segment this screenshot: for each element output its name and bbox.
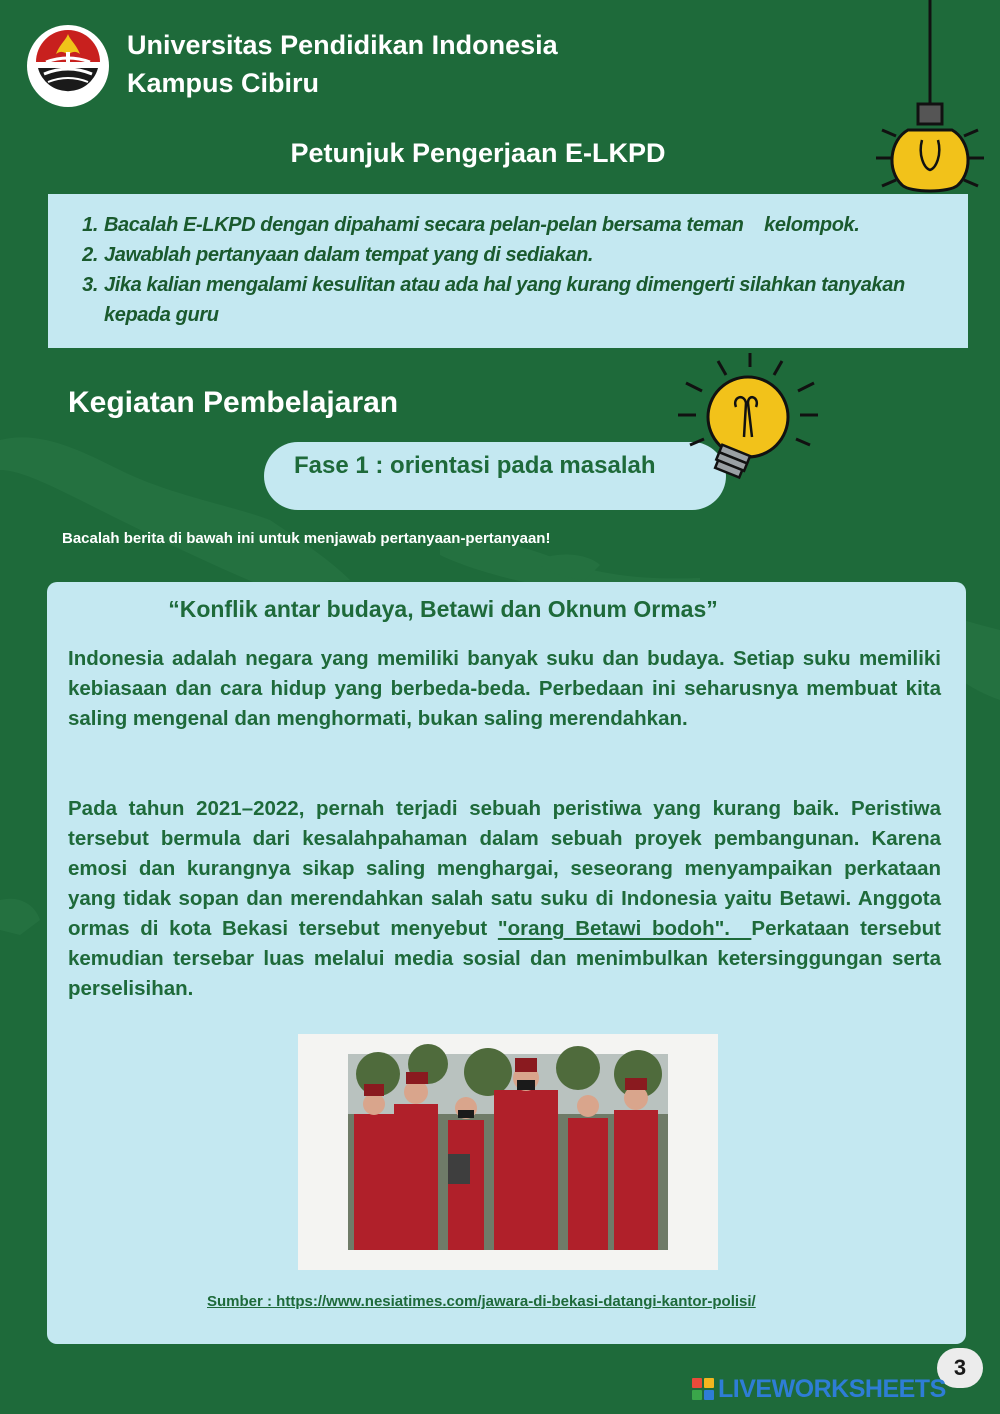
instruction-text: Jawablah pertanyaan dalam tempat yang di sediakan. (104, 244, 594, 266)
instructions-list (68, 210, 963, 330)
article-paragraph-1: Indonesia adalah negara yang memiliki banyak suku dan budaya. Setiap suku memiliki kebiasaan dan cara hidup yang berbeda-beda. Perbedaan ini seharusnya membuat kita saling mengenal dan menghormati, bukan saling merendahkan. (68, 647, 941, 730)
university-name-line1: Universitas Pendidikan Indonesia (127, 30, 558, 60)
source-link[interactable]: Sumber : https://www.nesiatimes.com/jawara-di-bekasi-datangi-kantor-polisi/ (207, 1293, 756, 1310)
instruction-item (68, 210, 963, 240)
university-name (127, 26, 558, 102)
quoted-insult: "orang Betawi bodoh". (497, 917, 752, 940)
activity-heading: Kegiatan Pembelajaran (68, 386, 399, 419)
instruction-number: 3. (82, 274, 98, 296)
instruction-number: 1. (82, 214, 98, 236)
instruction-item (68, 270, 963, 330)
university-name-line2: Kampus Cibiru (127, 68, 320, 98)
article-title: “Konflik antar budaya, Betawi dan Oknum Ormas” (168, 596, 718, 622)
paragraph-2-text: Pada tahun 2021–2022, pernah terjadi sebuah peristiwa yang kurang baik. Peristiwa tersebut bermula dari kesalahpahaman dalam sebuah proyek pembangunan. Karena emosi dan kurangnya sikap saling menghargai, seseorang menyampaikan perkataan yang tidak sopan dan merendahkan salah satu suku di Indonesia yaitu Betawi. Anggota ormas di kota Bekasi tersebut menyebut (68, 797, 941, 940)
reading-prompt: Bacalah berita di bawah ini untuk menjawab pertanyaan-pertanyaan! (62, 530, 551, 547)
idea-bulb-icon (670, 345, 820, 505)
instruction-number: 2. (82, 244, 98, 266)
instructions-title: Petunjuk Pengerjaan E-LKPD (290, 138, 666, 168)
page-number: 3 (937, 1348, 983, 1388)
instruction-text: Jika kalian mengalami kesulitan atau ada hal yang kurang dimengerti silahkan tanyakan kepada guru (104, 274, 905, 326)
instructions-box (48, 194, 968, 348)
paragraph-2-ending: Perkataan tersebut kemudian tersebar luas melalui media sosial dan menimbulkan ketersinggungan serta perselisihan. (68, 917, 941, 1000)
article-card (47, 582, 966, 1344)
liveworksheets-logo-icon (692, 1378, 714, 1400)
hanging-bulb-icon (860, 0, 1000, 220)
instruction-text: Bacalah E-LKPD dengan dipahami secara pelan-pelan bersama teman kelompok. (104, 214, 860, 236)
liveworksheets-brand: LIVEWORKSHEETS (718, 1374, 946, 1403)
phase-label: Fase 1 : orientasi pada masalah (294, 452, 656, 479)
instruction-item (68, 240, 963, 270)
news-photo (298, 1034, 718, 1270)
liveworksheets-watermark (692, 1376, 946, 1402)
article-paragraph-2 (68, 794, 941, 1004)
phase-pill (264, 442, 726, 510)
university-logo (26, 24, 110, 108)
news-photo-illustration (298, 1034, 718, 1270)
